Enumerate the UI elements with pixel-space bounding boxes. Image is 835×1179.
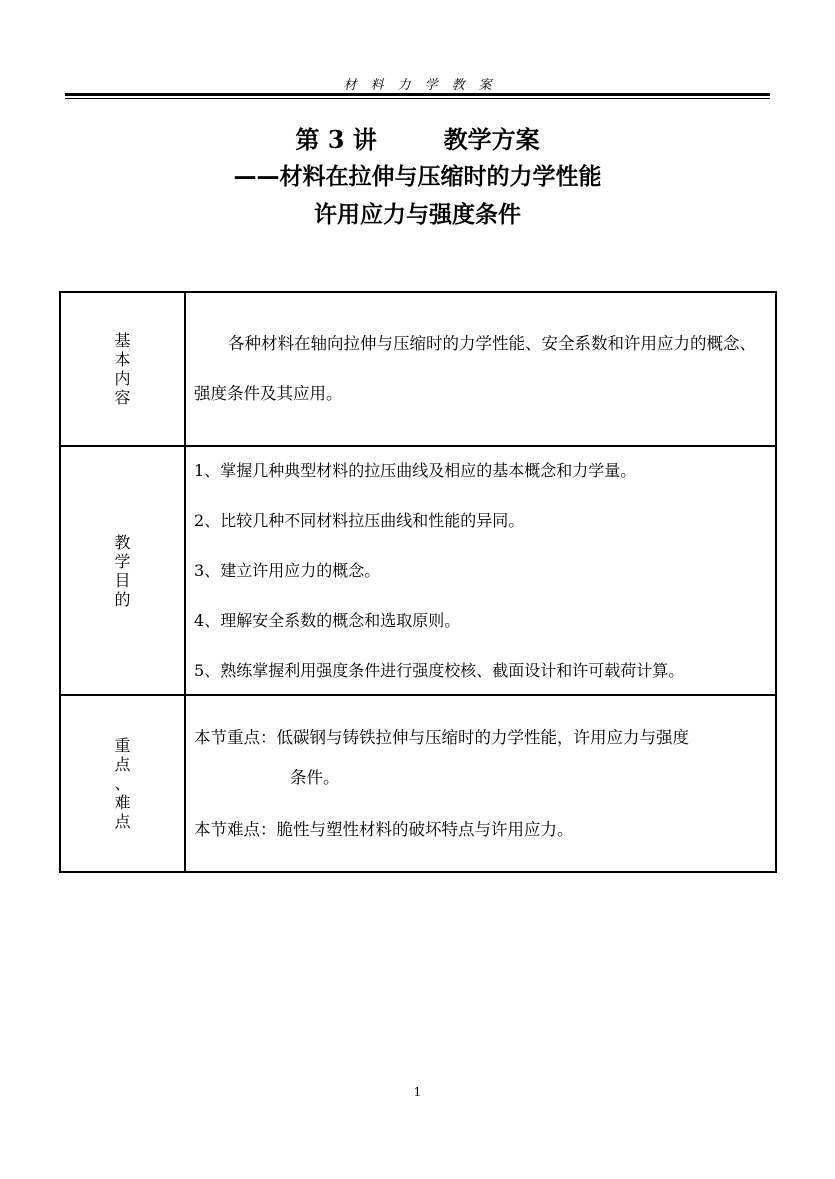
goal-item xyxy=(194,610,769,632)
goal-item xyxy=(194,660,769,682)
row-label-key-difficult-points xyxy=(60,695,185,872)
goal-item xyxy=(194,510,769,532)
teaching-plan-table xyxy=(59,291,777,873)
title-block xyxy=(0,122,835,234)
key-point-continuation: 条件。 xyxy=(290,767,340,787)
goal-number: 4 xyxy=(194,610,205,630)
key-points-cell xyxy=(185,695,776,872)
label-char: 学 xyxy=(114,551,131,571)
basic-content-text: 各种材料在轴向拉伸与压缩时的力学性能、安全系数和许用应力的概念、强度条件及其应用。 xyxy=(194,334,756,403)
lecture-title: 第 3 讲 教学方案 xyxy=(295,125,540,154)
difficulty-text: 本节难点：脆性与塑性材料的破坏特点与许用应力。 xyxy=(194,819,574,839)
label-char: 基 xyxy=(114,331,131,350)
lecture-subtitle-2: 许用应力与强度条件 xyxy=(314,202,521,228)
label-char: 点 xyxy=(114,812,131,831)
label-char: 点 xyxy=(114,755,131,774)
label-char: 、 xyxy=(114,774,131,793)
lecture-subtitle: ——材料在拉伸与压缩时的力学性能 xyxy=(233,164,602,190)
label-char: 难 xyxy=(114,793,131,812)
header-rule-thick xyxy=(65,93,770,96)
row-label-teaching-goals xyxy=(60,446,185,695)
goal-text: 、理解安全系数的概念和选取原则。 xyxy=(204,610,461,630)
table-row-basic-content xyxy=(60,292,776,446)
header-rule-thin xyxy=(65,98,770,99)
label-char: 目 xyxy=(114,570,131,590)
page-number: 1 xyxy=(413,1085,422,1099)
goal-text: 、建立许用应力的概念。 xyxy=(204,560,381,580)
basic-content-cell xyxy=(185,292,776,446)
teaching-goals-cell xyxy=(185,446,776,695)
goal-number: 3 xyxy=(194,560,205,580)
key-point-text: 本节重点：低碳钢与铸铁拉伸与压缩时的力学性能，许用应力与强度 xyxy=(194,727,689,747)
label-char: 容 xyxy=(114,388,131,407)
goal-text: 、掌握几种典型材料的拉压曲线及相应的基本概念和力学量。 xyxy=(204,460,637,480)
table-row-key-difficult-points xyxy=(60,695,776,872)
goal-number: 2 xyxy=(194,510,205,530)
goal-number: 1 xyxy=(194,460,205,480)
goal-list xyxy=(194,460,769,682)
label-char: 内 xyxy=(114,369,131,388)
row-label-basic-content xyxy=(60,292,185,446)
label-char: 教 xyxy=(114,532,131,552)
goal-item xyxy=(194,460,769,482)
label-char: 的 xyxy=(114,589,131,609)
goal-text: 、比较几种不同材料拉压曲线和性能的异同。 xyxy=(204,510,525,530)
table-row-teaching-goals xyxy=(60,446,776,695)
goal-number: 5 xyxy=(194,660,205,680)
running-header: 材料力学教案 xyxy=(343,78,506,93)
label-char: 重 xyxy=(114,736,131,755)
goal-text: 、熟练掌握利用强度条件进行强度校核、截面设计和许可载荷计算。 xyxy=(204,660,685,680)
label-char: 本 xyxy=(114,350,131,369)
goal-item xyxy=(194,560,769,582)
